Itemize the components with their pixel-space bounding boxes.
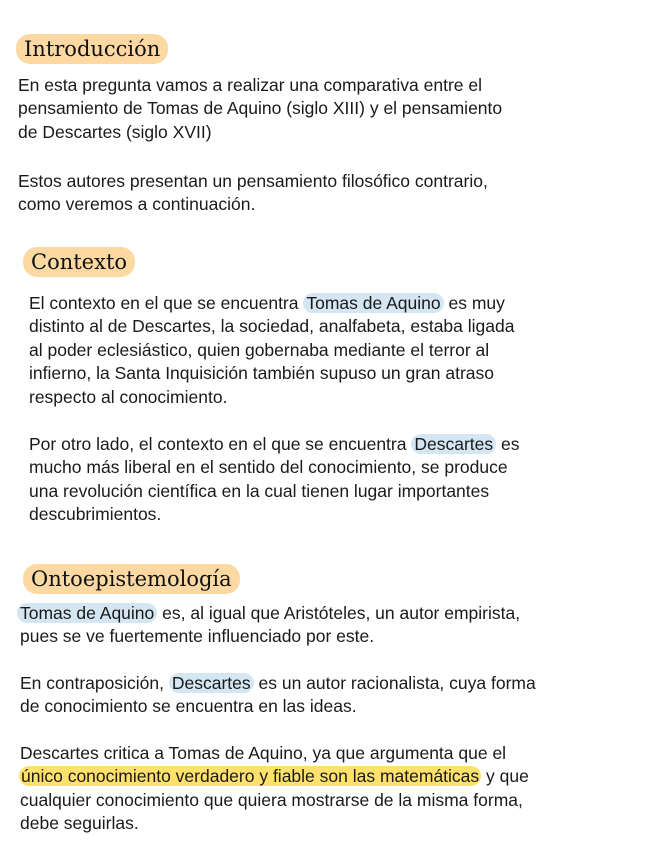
text-line: mucho más liberal en el sentido del conocimiento, se produce — [29, 457, 508, 478]
paragraph-intro-1 — [18, 74, 502, 144]
paragraph-onto-3 — [19, 742, 529, 836]
heading-contexto: Contexto — [23, 247, 135, 277]
text-line: al poder eclesiástico, quien gobernaba mediante el terror al — [29, 339, 490, 360]
text-line: debe seguirlas. — [20, 813, 139, 834]
paragraph-intro-2 — [18, 170, 488, 217]
text-segment: es muy — [443, 293, 505, 313]
text-segment: Por otro lado, el contexto en el que se encuentra — [29, 434, 412, 454]
text-line: infierno, la Santa Inquisición también supuso un gran atraso — [29, 363, 495, 384]
highlight-descartes: Descartes — [169, 673, 254, 693]
heading-ontoepistemologia: Ontoepistemología — [23, 564, 240, 594]
text-segment: y que — [481, 766, 529, 787]
text-line: pensamiento de Tomas de Aquino (siglo XIII) y el pensamiento — [18, 98, 503, 119]
text-line: como veremos a continuación. — [18, 194, 256, 215]
text-line: Descartes critica a Tomas de Aquino, ya que argumenta que el — [20, 743, 507, 763]
heading-introduccion: Introducción — [16, 34, 168, 64]
text-line — [29, 292, 514, 315]
paragraph-contexto-1 — [29, 292, 514, 409]
text-segment: es — [496, 434, 520, 454]
text-line: pues se ve fuertemente influenciado por este. — [20, 626, 375, 647]
text-line: Estos autores presentan un pensamiento filosófico contrario, — [18, 171, 488, 191]
paragraph-onto-1 — [17, 602, 520, 649]
text-segment: En contraposición, — [20, 673, 169, 693]
highlight-tomas-de-aquino: Tomas de Aquino — [17, 603, 157, 623]
text-line — [20, 672, 536, 695]
text-segment: El contexto en el que se encuentra — [29, 293, 304, 313]
text-line — [17, 602, 520, 625]
text-segment: es, al igual que Aristóteles, un autor empirista, — [157, 603, 521, 623]
highlight-tomas-de-aquino: Tomas de Aquino — [303, 293, 443, 313]
paragraph-onto-2 — [20, 672, 536, 719]
text-line: distinto al de Descartes, la sociedad, analfabeta, estaba ligada — [29, 316, 515, 337]
text-line: En esta pregunta vamos a realizar una comparativa entre el — [18, 75, 483, 95]
text-segment: es un autor racionalista, cuya forma — [253, 673, 536, 693]
text-line: cualquier conocimiento que quiera mostrarse de la misma forma, — [20, 789, 523, 810]
paragraph-contexto-2 — [29, 433, 519, 527]
text-line — [29, 433, 519, 456]
text-line: de conocimiento se encuentra en las ideas. — [20, 696, 357, 717]
text-line: descubrimientos. — [29, 504, 162, 525]
text-line: una revolución científica en la cual tienen lugar importantes — [29, 480, 490, 501]
text-line — [19, 765, 529, 788]
text-line: de Descartes (siglo XVII) — [18, 121, 212, 142]
text-line: respecto al conocimiento. — [29, 386, 228, 407]
highlight-descartes: Descartes — [411, 434, 496, 454]
highlight-matematicas: único conocimiento verdadero y fiable son las matemáticas — [21, 766, 480, 787]
